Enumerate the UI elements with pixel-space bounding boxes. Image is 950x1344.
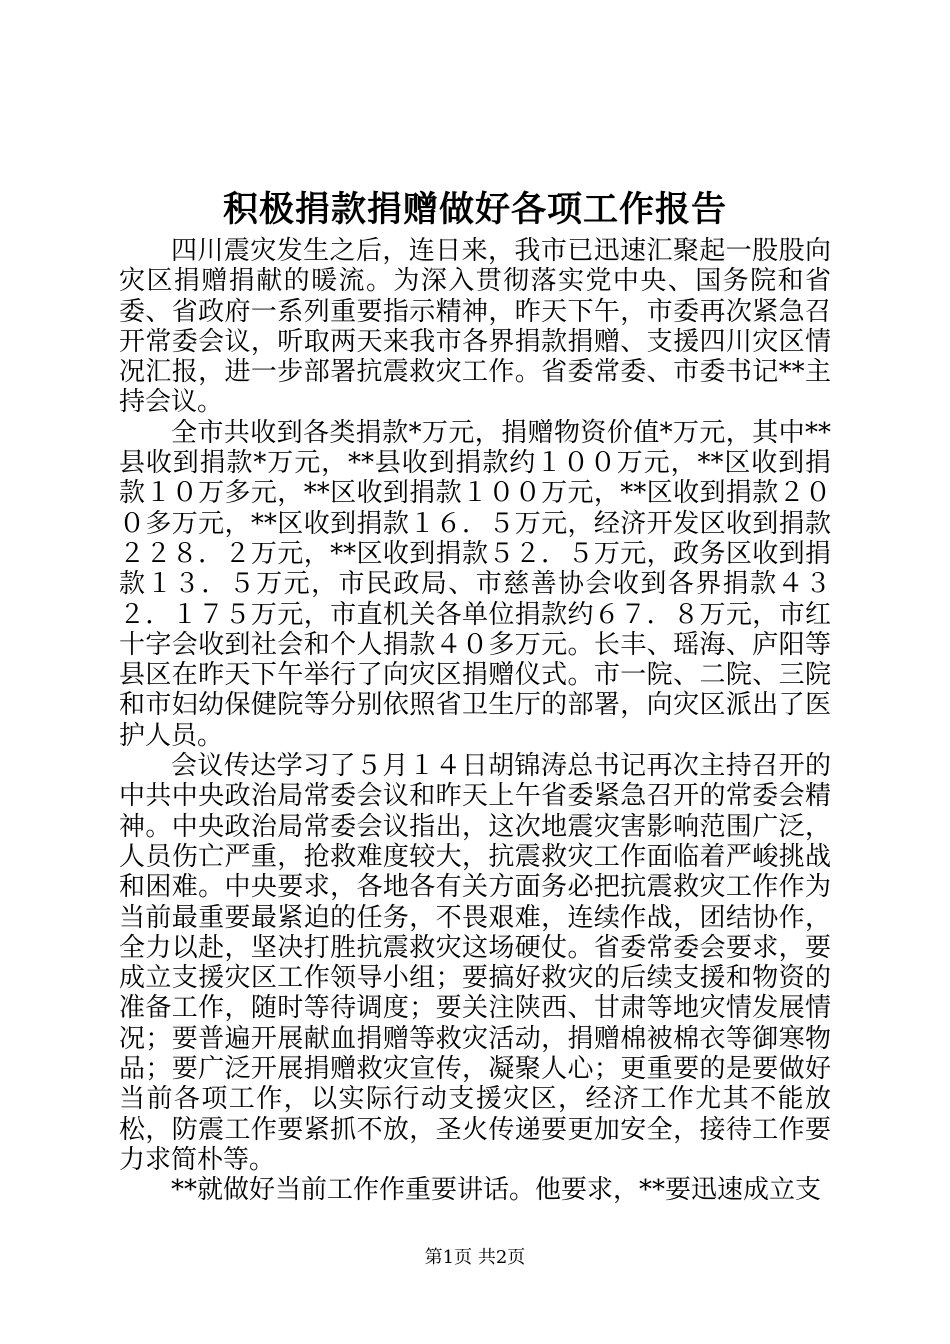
paragraph: 四川震灾发生之后，连日来，我市已迅速汇聚起一股股向灾区捐赠捐献的暖流。为深入贯彻落实党中央、国务院和省委、省政府一系列重要指示精神，昨天下午，市委再次紧急召开常委会议，听取两天来我市各界捐款捐赠、支援四川灾区情况汇报，进一步部署抗震救灾工作。省委常委、市委书记**主持会议。 [119, 236, 831, 418]
document-title: 积极捐款捐赠做好各项工作报告 [222, 189, 727, 230]
paragraph: 全市共收到各类捐款*万元，捐赠物资价值*万元，其中**县收到捐款*万元，**县收到捐款约１００万元，**区收到捐款１０万多元，**区收到捐款１００万元，**区收到捐款２００多万元，**区收到捐款１６．５万元，经济开发区收到捐款２２８．２万元，**区收到捐款５２．５万元，政务区收到捐款１３．５万元，市民政局、市慈善协会收到各界捐款４３２．１７５万元，市直机关各单位捐款约６７．８万元，市红十字会收到社会和个人捐款４０多万元。长丰、瑶海、庐阳等县区在昨天下午举行了向灾区捐赠仪式。市一院、二院、三院和市妇幼保健院等分别依照省卫生厅的部署，向灾区派出了医护人员。 [119, 417, 831, 751]
paragraph: 会议传达学习了５月１４日胡锦涛总书记再次主持召开的中共中央政治局常委会议和昨天上午省委紧急召开的常委会精神。中央政治局常委会议指出，这次地震灾害影响范围广泛，人员伤亡严重，抢救难度较大，抗震救灾工作面临着严峻挑战和困难。中央要求，各地各有关方面务必把抗震救灾工作作为当前最重要最紧迫的任务，不畏艰难，连续作战，团结协作，全力以赴，坚决打胜抗震救灾这场硬仗。省委常委会要求，要成立支援灾区工作领导小组；要搞好救灾的后续支援和物资的准备工作，随时等待调度；要关注陕西、甘肃等地灾情发展情况；要普遍开展献血捐赠等救灾活动，捐赠棉被棉衣等御寒物品；要广泛开展捐赠救灾宣传，凝聚人心；更重要的是要做好当前各项工作，以实际行动支援灾区，经济工作尤其不能放松，防震工作要紧抓不放，圣火传递要更加安全，接待工作要力求简朴等。 [119, 751, 831, 1175]
page-number-footer: 第1页 共2页 [424, 1247, 526, 1268]
document-body [119, 236, 831, 1206]
paragraph: **就做好当前工作作重要讲话。他要求，**要迅速成立支 [171, 1175, 822, 1206]
